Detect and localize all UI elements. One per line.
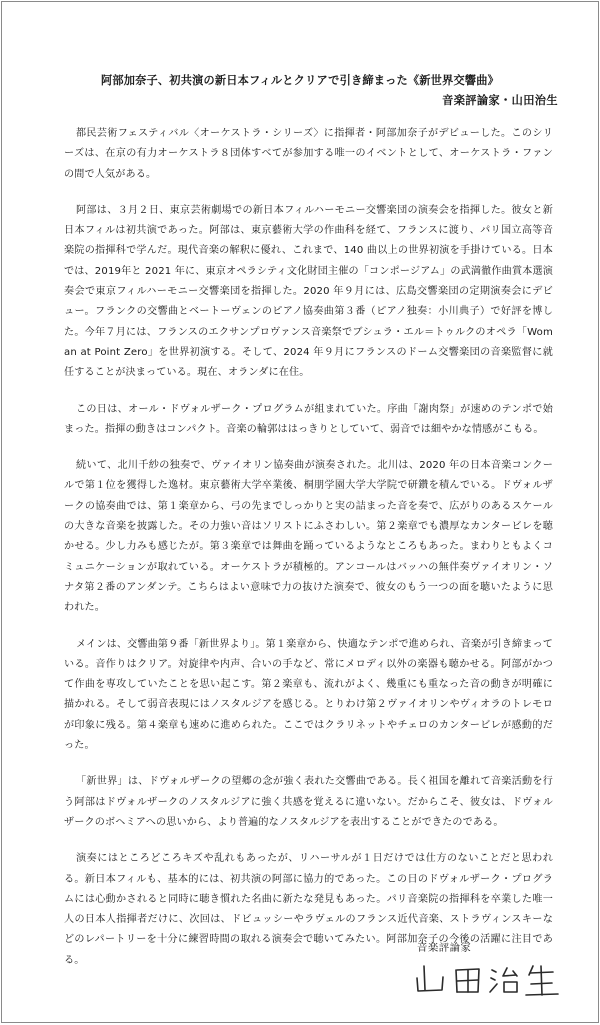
paragraph-conclusion: 演奏にはところどころキズや乱れもあったが、リハーサルが１日だけでは仕方のないことだと思われる。新日本フィルも、基本的には、初共演の阿部に協力的であった。この日のドヴォルザーク・プログラムには心動かされると同時に聴き慣れた名曲に新たな発見もあった。パリ音楽院の指揮科を卒業した唯一人の日本人指揮者だけに、次回は、ドビュッシーやラヴェルのフランス近代音楽、ストラヴィンスキーなどのレパートリーを十分に練習時間の取れる演奏会で聴いてみたい。阿部加奈子の今後の活躍に注目である。 [64, 853, 553, 966]
article-byline: 音楽評論家・山田治生 [442, 94, 558, 107]
article-body [64, 124, 553, 987]
handwritten-signature [412, 958, 562, 1004]
paragraph-nostalgia: 「新世界」は、ドヴォルザークの望郷の念が強く表れた交響曲である。長く祖国を離れて音楽活動を行う阿部はドヴォルザークのノスタルジアに強く共感を覚えるに違いない。だからこそ、彼女は、ドヴォルザークのボヘミアへの思いから、より普遍的なノスタルジアを表出することができたのである。 [64, 776, 553, 828]
paragraph-violin-concerto: 続いて、北川千紗の独奏で、ヴァイオリン協奏曲が演奏された。北川は、2020 年の日本音楽コンクールで第１位を獲得した逸材。東京藝術大学卒業後、桐朋学園大学大学院で研鑽を積んでいる。ドヴォルザークの協奏曲では、第１楽章から、弓の先までしっかりと実の詰まった音を奏で、広がりのあるスケールの大きな音楽を披露した。その力強い音はソリストにふさわしい。第２楽章でも濃厚なカンタービレを聴かせる。少し力みも感じたが。第３楽章では舞曲を踊っているようなところもあった。まわりともよくコミュニケーションが取れている。オーケストラが積極的。アンコールはバッハの無伴奏ヴァイオリン・ソナタ第２番のアンダンテ。こちらはよい意味で力の抜けた演奏で、彼女のもう一つの面を聴いたように思われた。 [64, 460, 553, 614]
paragraph-overture: この日は、オール・ドヴォルザーク・プログラムが組まれていた。序曲「謝肉祭」が速めのテンポで始まった。指揮の動きはコンパクト。音楽の輪郭ははっきりとしていて、弱音では細やかな情感がこもる。 [64, 403, 553, 435]
paragraph-new-world-symphony: メインは、交響曲第９番「新世界より」。第１楽章から、快適なテンポで進められ、音楽が引き締まっている。音作りはクリア。対旋律や内声、合いの手など、常にメロディ以外の楽器も聴かせる。阿部がかつて作曲を専攻していたことを思い起こす。第２楽章も、流れがよく、幾重にも重なった音の動きが明確に描かれる。そして弱音表現にはノスタルジアを感じる。とりわけ第２ヴァイオリンやヴィオラのトレモロが印象に残る。第４楽章も速めに進められた。ここではクラリネットやチェロのカンタービレが感動的だった。 [64, 638, 553, 752]
paragraph-conductor-profile: 阿部は、３月２日、東京芸術劇場での新日本フィルハーモニー交響楽団の演奏会を指揮した。彼女と新日本フィルは初共演であった。阿部は、東京藝術大学の作曲科を経て、フランスに渡り、パリ国立高等音楽院の指揮科で学んだ。現代音楽の解釈に優れ、これまで、140 曲以上の世界初演を手掛けている。日本では、2019年と 2021 年に、東京オペラシティ文化財団主催の「コンポージアム」の武満徹作曲賞本選演奏会で東京フィルハーモニー交響楽団を指揮した。2020 年９月には、広島交響楽団の定期演奏会にデビュー。フランクの交響曲とベートーヴェンのピアノ協奏曲第３番（ピアノ独奏：小川典子）で好評を博した。今年７月には、フランスのエクサンプロヴァンス音楽祭でブシュラ・エル＝トゥルクのオペラ「Woman at Point Zero」を世界初演する。そして、2024 年９月にフランスのドーム交響楽団の音楽監督に就任することが決まっている。現在、オランダに在住。 [64, 204, 553, 379]
document-page [1, 1, 599, 1023]
signature-title: 音楽評論家 [417, 942, 472, 954]
article-title: 阿部加奈子、初共演の新日本フィルとクリアで引き締まった《新世界交響曲》 [100, 74, 499, 87]
paragraph-intro: 都民芸術フェスティバル〈オーケストラ・シリーズ〉に指揮者・阿部加奈子がデビューした。このシリーズは、在京の有力オーケストラ８団体すべてが参加する唯一のイベントとして、オーケストラ・ファンの間で人気がある。 [64, 128, 553, 180]
